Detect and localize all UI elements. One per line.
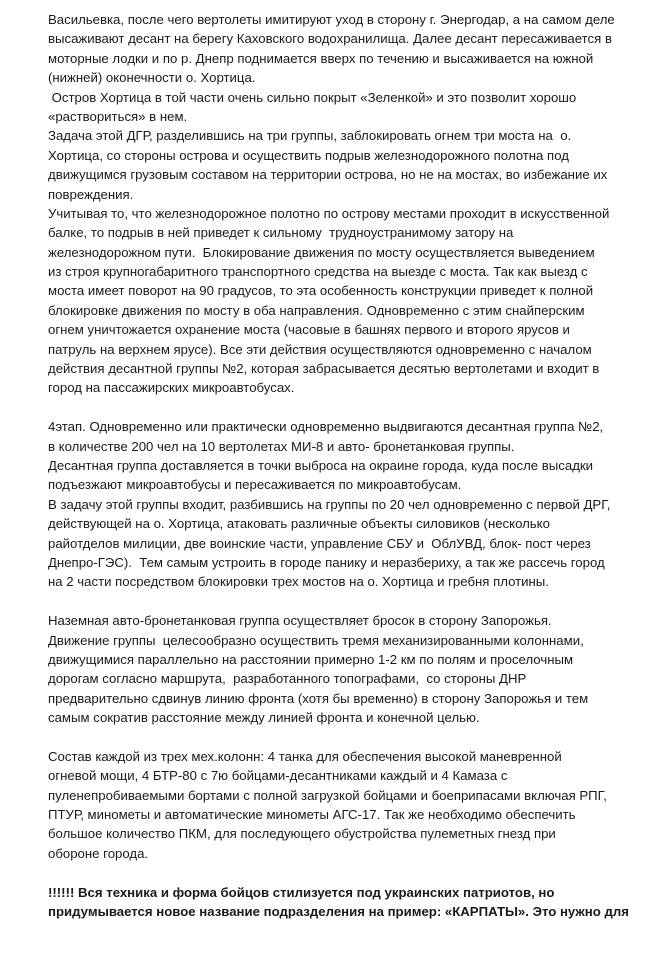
text-line: Задача этой ДГР, разделившись на три группы, заблокировать огнем три моста на о.: [48, 128, 572, 144]
text-line: движущимися параллельно на расстоянии примерно 1-2 км по полям и проселочным: [48, 651, 574, 667]
text-line: огневой мощи, 4 БТР-80 с 7ю бойцами-десантниками каждый и 4 Камаза с: [48, 768, 508, 784]
text-line: Остров Хортица в той части очень сильно покрыт «Зеленкой» и это позволит хорошо: [48, 89, 577, 105]
paragraph-gap: [48, 863, 608, 882]
text-line: движущимся грузовым составом на территории острова, но не на мостах, во избежание их: [48, 167, 608, 183]
paragraph-gap: [48, 727, 608, 746]
paragraph-3: [48, 611, 608, 727]
text-line: на 2 части посредством блокировки трех мостов на о. Хортица и гребня плотины.: [48, 574, 549, 590]
text-line: балке, то подрыв в ней приведет к сильному трудноустранимому затору на: [48, 225, 514, 241]
paragraph-1: [48, 10, 615, 398]
text-line: действующей на о. Хортица, атаковать различные объекты силовиков (несколько: [48, 516, 550, 532]
text-line: Состав каждой из трех мех.колонн: 4 танка для обеспечения высокой маневренной: [48, 748, 562, 764]
text-line: блокировке движения по мосту в оба направления. Одновременно с этим снайперским: [48, 302, 585, 318]
text-line: райотделов милиции, две воинские части, управление СБУ и ОблУВД, блок- пост через: [48, 535, 591, 551]
text-line: Учитывая то, что железнодорожное полотно по острову местами проходит в искусственной: [48, 205, 610, 221]
text-line: 4этап. Одновременно или практически одновременно выдвигаются десантная группа №2,: [48, 419, 604, 435]
text-line: (нижней) оконечности о. Хортица.: [48, 70, 256, 86]
text-line: пуленепробиваемыми бортами с полной загрузкой бойцами и боеприпасами включая РПГ,: [48, 787, 607, 803]
text-line: «раствориться» в нем.: [48, 108, 188, 124]
text-line: дорогам согласно маршрута, разработанного топографами, со стороны ДНР: [48, 671, 527, 687]
text-line: в количестве 200 чел на 10 вертолетах МИ-8 и авто- бронетанковая группы.: [48, 438, 515, 454]
text-line: моста имеет поворот на 90 градусов, то эта особенность конструкции приведет к полной: [48, 283, 594, 299]
text-line: огнем уничтожается охранение моста (часовые в башнях первого и второго ярусов и: [48, 322, 570, 338]
text-line: действия десантной группы №2, которая забрасывается десятью вертолетами и входит в: [48, 361, 600, 377]
text-line: Васильевка, после чего вертолеты имитируют уход в сторону г. Энергодар, а на самом деле: [48, 12, 615, 27]
paragraph-gap: [48, 592, 608, 611]
paragraph-2: [48, 417, 611, 592]
text-line: железнодорожном пути. Блокирование движения по мосту осуществляется выведением: [48, 244, 595, 260]
paragraph-gap: [48, 398, 608, 417]
text-line: предварительно сдвинув линию фронта (хотя бы временно) в сторону Запорожья и тем: [48, 690, 589, 706]
text-line: повреждения.: [48, 186, 134, 202]
text-line: подъезжают микроавтобусы и пересаживается по микроавтобусам.: [48, 477, 462, 493]
text-line: из строя крупногабаритного транспортного средства на выезде с моста. Так как выезд с: [48, 264, 588, 280]
text-line: Движение группы целесообразно осуществить тремя механизированными колоннами,: [48, 632, 584, 648]
text-line: город на пассажирских микроавтобусах.: [48, 380, 295, 396]
text-line: !!!!!! Вся техника и форма бойцов стилизуется под украинских патриотов, но: [48, 884, 555, 900]
text-line: самым сократив расстояние между линией фронта и конечной целью.: [48, 710, 480, 726]
text-line: Хортица, со стороны острова и осуществить подрыв железнодорожного полотна под: [48, 147, 569, 163]
text-line: обороне города.: [48, 845, 149, 861]
text-line: В задачу этой группы входит, разбившись на группы по 20 чел одновременно с первой ДРГ,: [48, 496, 611, 512]
text-line: высаживают десант на берегу Каховского водохранилища. Далее десант пересаживается в: [48, 31, 612, 47]
text-line: придумывается новое название подразделения на пример: «КАРПАТЫ». Это нужно для: [48, 903, 629, 919]
text-line: ПТУР, минометы и автоматические минометы АГС-17. Так же необходимо обеспечить: [48, 807, 576, 823]
text-line: Наземная авто-бронетанковая группа осуществляет бросок в сторону Запорожья.: [48, 613, 552, 629]
text-line: патруль на верхнем ярусе). Все эти действия осуществляются одновременно с началом: [48, 341, 592, 357]
paragraph-5: [48, 883, 629, 922]
paragraph-4: [48, 747, 608, 863]
text-line: Десантная группа доставляется в точки выброса на окраине города, куда после высадки: [48, 457, 594, 473]
text-line: Днепро-ГЭС). Тем самым устроить в городе панику и неразбериху, а так же рассечь город: [48, 554, 605, 570]
text-line: большое количество ПКМ, для последующего обустройства пулеметных гнезд при: [48, 826, 556, 842]
document-body: [48, 10, 629, 921]
text-line: моторные лодки и по р. Днепр поднимается вверх по течению и высаживается на южной: [48, 50, 594, 66]
